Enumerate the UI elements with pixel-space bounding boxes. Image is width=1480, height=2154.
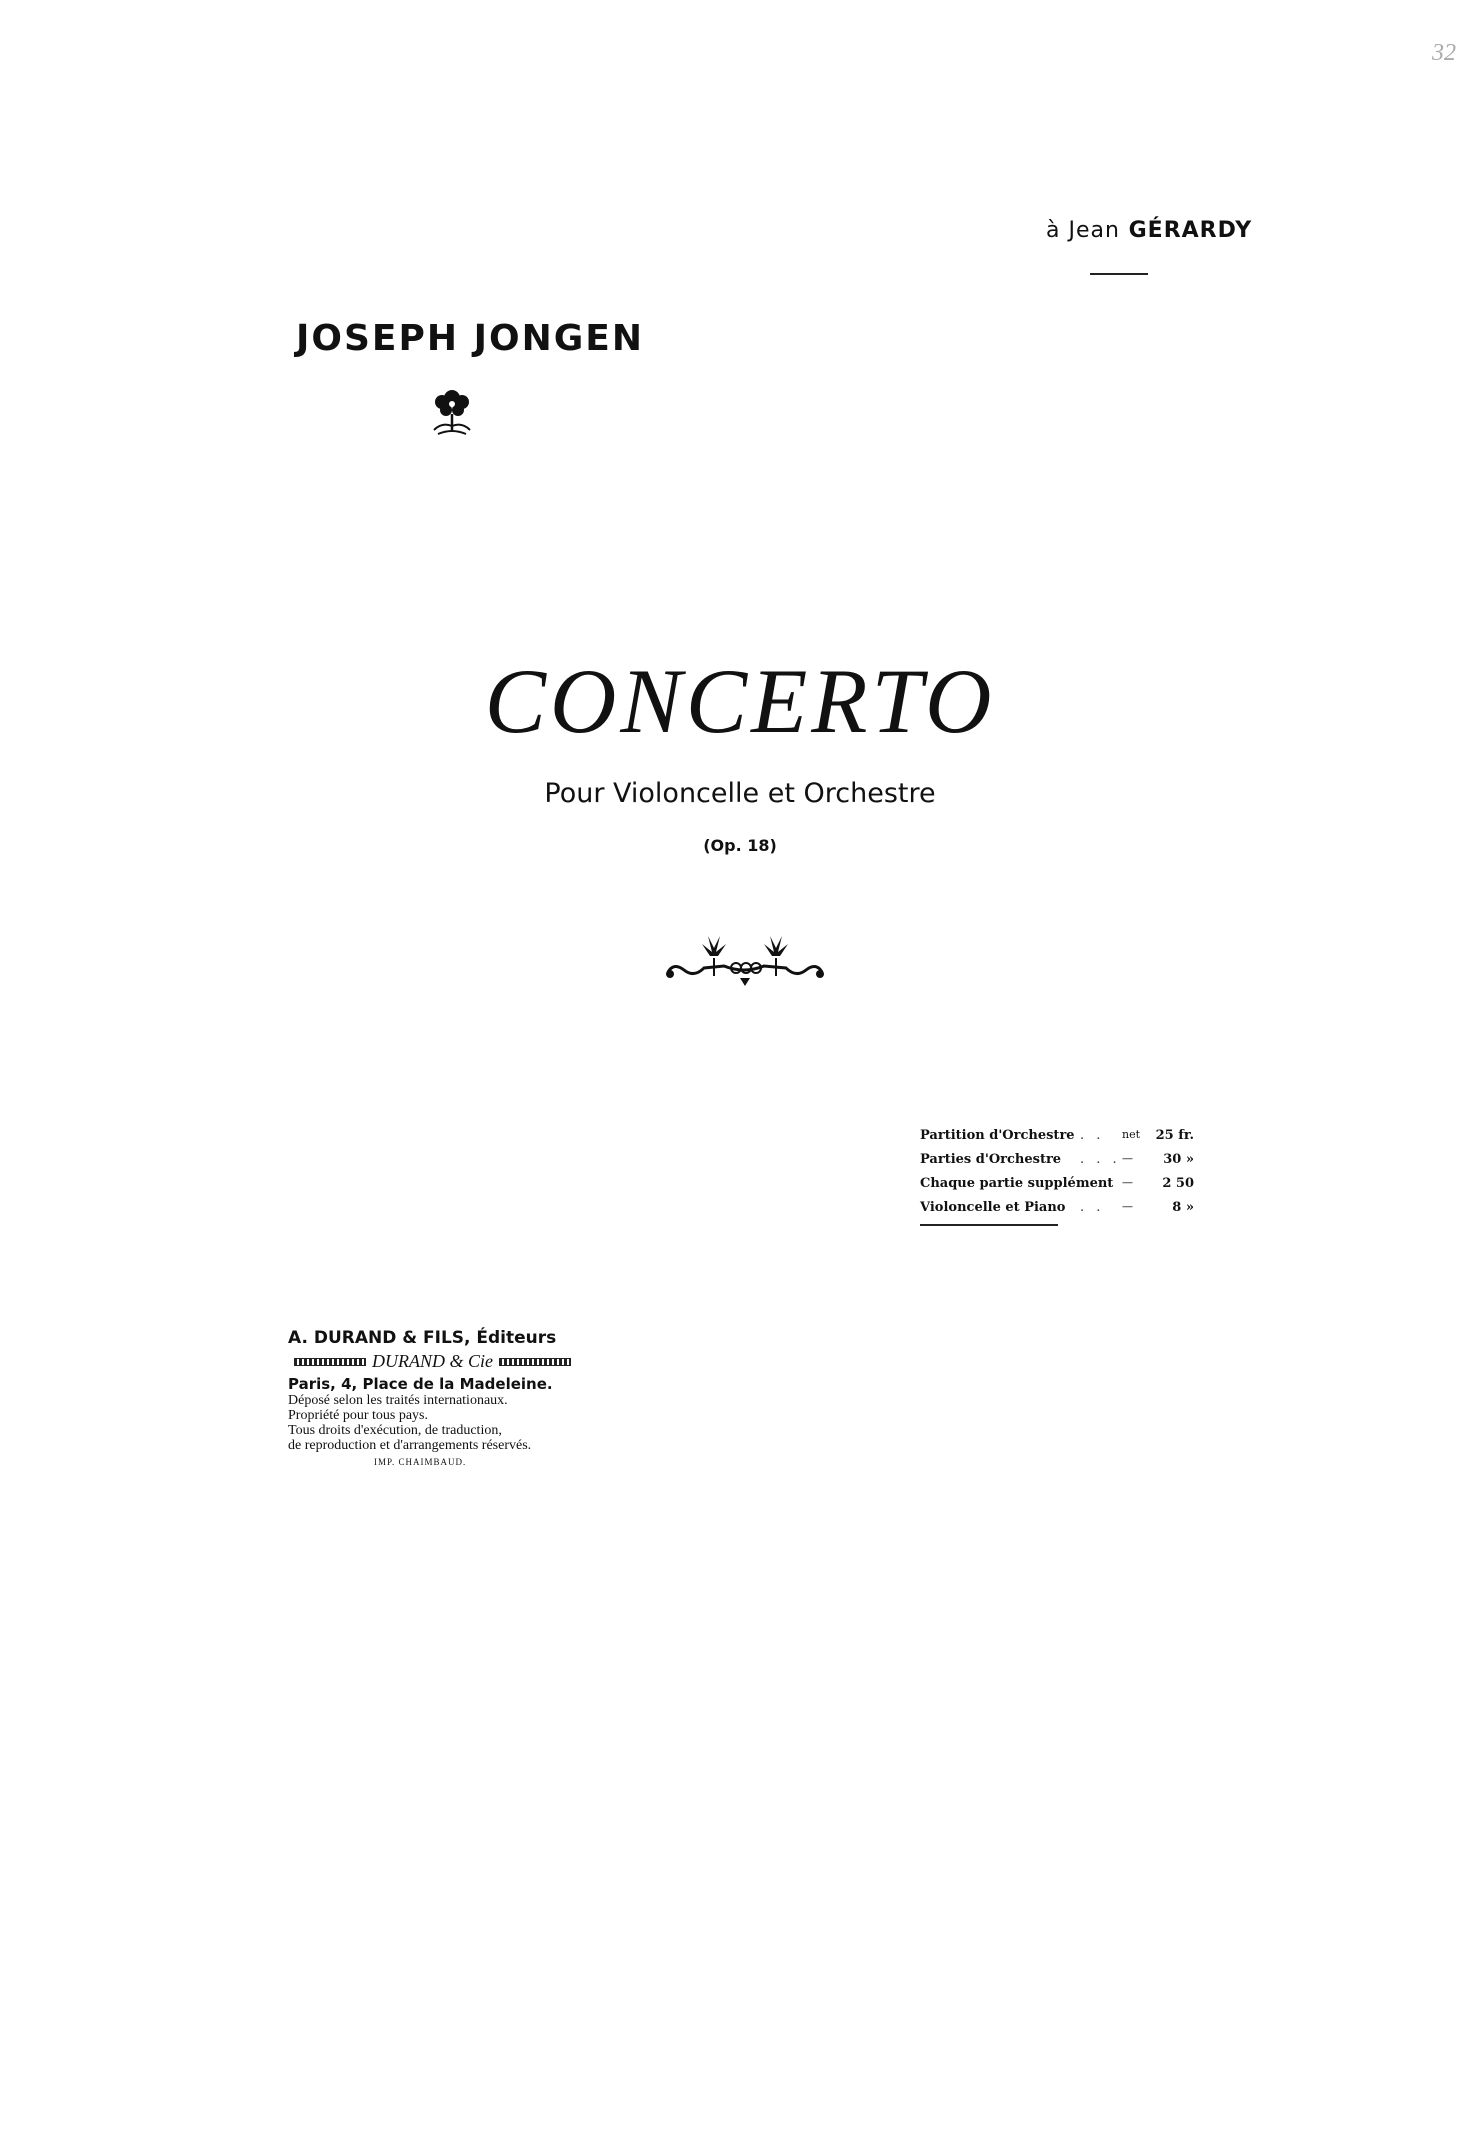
price-item: Parties d'Orchestre [920,1152,1062,1167]
price-row [920,1200,1194,1224]
price-net: — [1122,1200,1133,1213]
page-title: CONCERTO [484,650,996,752]
page-number-mark: 32 [1432,40,1456,66]
leader-dots: . . [1080,1128,1105,1143]
price-underline [920,1224,1058,1226]
legal-line: de reproduction et d'arrangements réservés. [288,1438,532,1453]
price-amount: 2 50 [1162,1176,1194,1191]
price-item: Violoncelle et Piano [920,1200,1066,1215]
legal-line: Propriété pour tous pays. [288,1408,428,1423]
legal-line: Déposé selon les traités internationaux. [288,1393,508,1408]
opus-number: (Op. 18) [703,836,777,855]
leader-dots: . . [1080,1200,1105,1215]
publisher-name: A. DURAND & FILS, Éditeurs [288,1328,557,1348]
printer-imprint: IMP. CHAIMBAUD. [374,1457,467,1467]
composer-name: JOSEPH JONGEN [296,318,644,359]
publisher-imprint [288,1328,577,1467]
dedication-rule [1090,273,1148,275]
ornamental-rule [294,1358,366,1366]
ornamental-rule [499,1358,571,1366]
floral-vignette-icon [664,928,826,990]
publisher-successor: DURAND & Cie [372,1351,493,1371]
price-net: — [1122,1152,1133,1165]
price-net: — [1122,1176,1133,1189]
dedication [1046,218,1252,243]
flower-ornament-icon [426,386,478,438]
price-item: Partition d'Orchestre [920,1128,1075,1143]
price-row [920,1152,1194,1176]
subtitle: Pour Violoncelle et Orchestre [544,778,936,809]
price-amount: 8 » [1172,1200,1194,1215]
publisher-successor-line [288,1351,577,1372]
price-net: net [1122,1128,1141,1141]
price-row [920,1128,1194,1152]
leader-dots: . . . [1080,1152,1121,1167]
dedication-prefix: à Jean [1046,218,1120,243]
publisher-address: Paris, 4, Place de la Madeleine. [288,1375,553,1393]
price-amount: 25 fr. [1155,1128,1194,1143]
price-item: Chaque partie supplément [920,1176,1114,1191]
price-amount: 30 » [1163,1152,1194,1167]
legal-line: Tous droits d'exécution, de traduction, [288,1423,502,1438]
dedication-name: GÉRARDY [1128,218,1253,243]
price-row [920,1176,1194,1200]
